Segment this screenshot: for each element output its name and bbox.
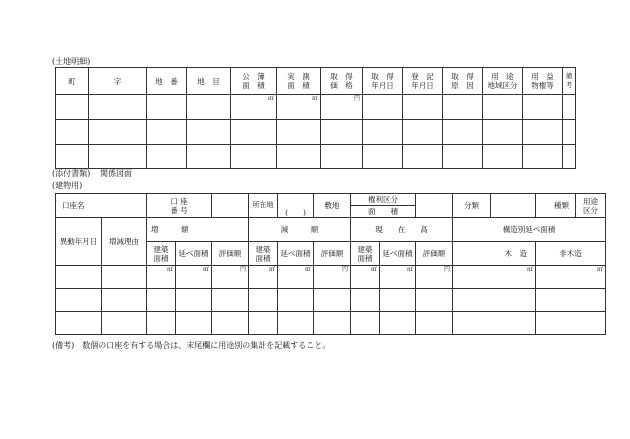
header-shutoku-reason: 取 得 原 因	[443, 68, 483, 95]
unit-sqm: ㎡	[147, 266, 176, 289]
cell[interactable]	[278, 289, 314, 312]
land-caption: (土地明細)	[52, 57, 91, 66]
header-struct-floor: 構造別延べ面積	[453, 218, 606, 242]
land-row	[56, 120, 576, 145]
label-account-name: 口座名	[56, 194, 147, 218]
cell[interactable]	[536, 312, 606, 335]
category-value[interactable]	[491, 194, 536, 218]
unit-sqm: ㎡	[231, 95, 277, 120]
cell[interactable]	[380, 312, 416, 335]
cell[interactable]	[147, 289, 176, 312]
cell[interactable]	[56, 95, 89, 120]
label-site-area: 面 積	[368, 207, 399, 216]
unit-sqm: ㎡	[249, 266, 278, 289]
cell[interactable]	[249, 289, 278, 312]
header-floor-area: 延べ面積	[278, 242, 314, 266]
label-right-class: 権利区分	[351, 194, 415, 206]
header-current: 現 在 高	[351, 218, 453, 242]
cell[interactable]	[147, 120, 187, 145]
cell[interactable]	[483, 145, 523, 169]
cell[interactable]	[523, 145, 563, 169]
unit-sqm: ㎡	[536, 266, 606, 289]
header-aza: 字	[89, 68, 147, 95]
header-bldg-area: 建築 面積	[351, 242, 380, 266]
building-row	[56, 266, 606, 289]
cell[interactable]	[176, 312, 212, 335]
building-row	[56, 312, 606, 335]
cell[interactable]	[403, 95, 443, 120]
cell[interactable]	[536, 289, 606, 312]
label-kind: 種類	[536, 194, 576, 218]
cell[interactable]	[89, 95, 147, 120]
cell[interactable]	[147, 312, 176, 335]
cell[interactable]	[147, 95, 187, 120]
cell[interactable]	[314, 312, 351, 335]
header-shutoku-price: 取 得 価 格	[321, 68, 363, 95]
building-info-row	[56, 194, 606, 218]
cell[interactable]	[563, 120, 576, 145]
cell[interactable]	[523, 120, 563, 145]
cell[interactable]	[351, 312, 380, 335]
cell[interactable]	[56, 289, 102, 312]
header-assessed: 評価額	[212, 242, 249, 266]
label-usage-class: 用途 区分	[576, 194, 606, 218]
cell[interactable]	[277, 120, 321, 145]
cell[interactable]	[89, 120, 147, 145]
site-subcell	[351, 194, 416, 218]
cell[interactable]	[249, 312, 278, 335]
unit-yen: 円	[416, 266, 453, 289]
label-location: 所在地	[249, 194, 278, 218]
cell[interactable]	[231, 120, 277, 145]
building-table	[55, 193, 606, 335]
attachments-caption: (添付書類)	[52, 169, 91, 178]
unit-sqm: ㎡	[351, 266, 380, 289]
note-text: (備考) 数個の口座を有する場合は、末尾欄に用途別の集計を記載すること。	[52, 341, 331, 350]
header-change-reason: 増減理由	[102, 218, 147, 266]
site-value[interactable]	[416, 194, 453, 218]
location-value[interactable]	[278, 194, 314, 218]
cell[interactable]	[416, 312, 453, 335]
unit-sqm: ㎡	[453, 266, 536, 289]
header-bikou: 備考	[563, 68, 576, 95]
label-category: 分類	[453, 194, 491, 218]
cell[interactable]	[453, 289, 536, 312]
header-jissoku-area: 実 測 面 積	[277, 68, 321, 95]
unit-sqm: ㎡	[277, 95, 321, 120]
cell[interactable]	[147, 145, 187, 169]
header-non-wood: 非木造	[536, 242, 606, 266]
cell[interactable]	[363, 120, 403, 145]
cell[interactable]	[523, 95, 563, 120]
cell[interactable]	[187, 145, 231, 169]
building-row	[56, 289, 606, 312]
header-koubo-area: 公 簿 面 積	[231, 68, 277, 95]
building-header-row-1	[56, 218, 606, 242]
unit-yen: 円	[321, 95, 363, 120]
label-site: 敷地	[314, 194, 351, 218]
header-change-date: 異動年月日	[56, 218, 102, 266]
attachments-value: 関係図面	[100, 169, 132, 178]
cell[interactable]	[212, 289, 249, 312]
header-bldg-area: 建築 面積	[249, 242, 278, 266]
cell[interactable]	[102, 289, 147, 312]
account-no-value[interactable]	[212, 194, 249, 218]
header-youto: 用 途 地域区分	[483, 68, 523, 95]
header-decrease: 減 額	[249, 218, 351, 242]
cell[interactable]	[187, 95, 231, 120]
header-floor-area: 延べ面積	[176, 242, 212, 266]
location-paren: ( )	[285, 208, 306, 217]
header-chiban: 地 番	[147, 68, 187, 95]
cell[interactable]	[56, 120, 89, 145]
cell[interactable]	[416, 289, 453, 312]
header-assessed: 評価額	[314, 242, 351, 266]
cell[interactable]	[380, 289, 416, 312]
cell[interactable]	[102, 312, 147, 335]
unit-sqm: ㎡	[176, 266, 212, 289]
cell[interactable]	[563, 95, 576, 120]
header-machi: 町	[56, 68, 89, 95]
cell[interactable]	[314, 289, 351, 312]
header-wood: 木 造	[453, 242, 536, 266]
cell[interactable]	[363, 95, 403, 120]
cell[interactable]	[321, 145, 363, 169]
land-row	[56, 95, 576, 120]
cell[interactable]	[363, 145, 403, 169]
cell[interactable]	[176, 289, 212, 312]
header-assessed: 評価額	[416, 242, 453, 266]
cell[interactable]	[56, 145, 89, 169]
cell[interactable]	[443, 120, 483, 145]
header-shutoku-date: 取 得 年月日	[363, 68, 403, 95]
cell[interactable]	[187, 120, 231, 145]
cell[interactable]	[453, 312, 536, 335]
cell[interactable]	[443, 145, 483, 169]
unit-sqm: ㎡	[380, 266, 416, 289]
cell[interactable]	[212, 312, 249, 335]
unit-yen: 円	[212, 266, 249, 289]
cell[interactable]	[403, 145, 443, 169]
cell[interactable]	[483, 120, 523, 145]
land-table	[55, 67, 576, 169]
header-chimoku: 地 目	[187, 68, 231, 95]
cell[interactable]	[563, 145, 576, 169]
header-touki-date: 登 記 年月日	[403, 68, 443, 95]
header-youeki: 用 益 物権等	[523, 68, 563, 95]
cell[interactable]	[231, 145, 277, 169]
unit-sqm: ㎡	[278, 266, 314, 289]
cell[interactable]	[403, 120, 443, 145]
unit-yen: 円	[314, 266, 351, 289]
cell[interactable]	[56, 266, 102, 289]
cell[interactable]	[278, 312, 314, 335]
header-increase: 増 額	[147, 218, 249, 242]
cell[interactable]	[56, 312, 102, 335]
cell[interactable]	[277, 145, 321, 169]
cell[interactable]	[321, 120, 363, 145]
label-account-no: 口 座 番 号	[147, 194, 212, 218]
cell[interactable]	[351, 289, 380, 312]
cell[interactable]	[89, 145, 147, 169]
cell[interactable]	[443, 95, 483, 120]
header-floor-area: 延べ面積	[380, 242, 416, 266]
cell[interactable]	[102, 266, 147, 289]
cell[interactable]	[483, 95, 523, 120]
header-bldg-area: 建築 面積	[147, 242, 176, 266]
land-row	[56, 145, 576, 169]
building-caption: (建物用)	[52, 181, 83, 190]
land-header-row	[56, 68, 576, 95]
